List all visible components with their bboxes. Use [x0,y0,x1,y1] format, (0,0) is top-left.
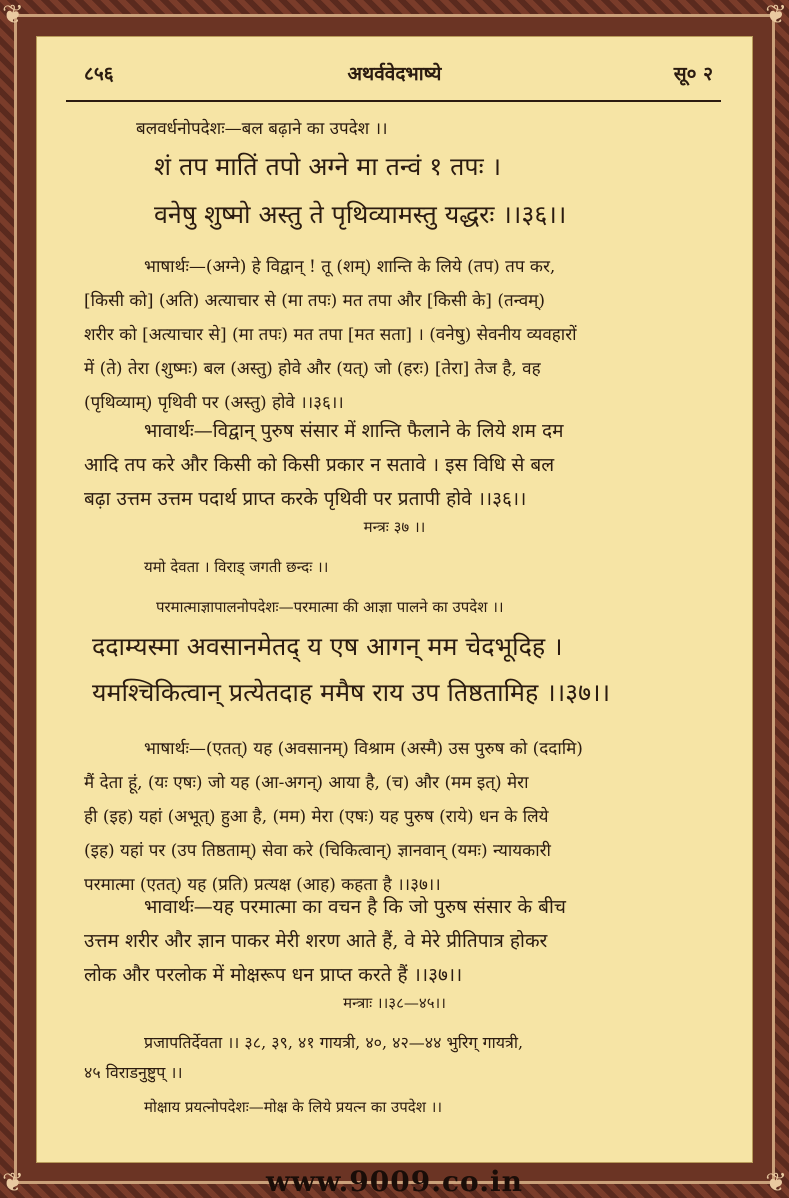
topic-line: मोक्षाय प्रयत्नोपदेशः—मोक्ष के लिये प्रयत्न का उपदेश ।। [144,1098,443,1116]
bhavarth-line: बढ़ा उत्तम उत्तम पदार्थ प्राप्त करके पृथिवी पर प्रतापी होवे ।।३६।। [84,488,527,510]
devata-line: प्रजापतिर्देवता ।। ३८, ३९, ४१ गायत्री, ४०, ४२—४४ भुरिग् गायत्री, [144,1033,524,1052]
padarth-line: मैं देता हूं, (यः एषः) जो यह (आ-अगन्) आया है, (च) और (मम इत्) मेरा [84,773,529,793]
padarth-line: ही (इह) यहां (अभूत्) हुआ है, (मम) मेरा (एषः) यह पुरुष (राये) धन के लिये [84,807,549,827]
padarth-line: भाषार्थः—(अग्ने) हे विद्वान् ! तू (शम्) शान्ति के लिये (तप) तप कर, [144,257,556,277]
bhavarth-line: आदि तप करे और किसी को किसी प्रकार न सतावे । इस विधि से बल [84,454,555,476]
corner-ornament-icon: ❦ [2,0,24,30]
book-page [36,36,753,1163]
bhavarth-line: उत्तम शरीर और ज्ञान पाकर मेरी शरण आते हैं, वे मेरे प्रीतिपात्र होकर [84,930,548,952]
padarth-line: भाषार्थः—(एतत्) यह (अवसानम्) विश्राम (अस्मै) उस पुरुष को (ददामि) [144,739,583,759]
topic-line: बलवर्धनोपदेशः—बल बढ़ाने का उपदेश ।। [136,119,388,139]
padarth-line: परमात्मा (एतत्) यह (प्रति) प्रत्यक्ष (आह) कहता है ।।३७।। [84,875,441,895]
bhavarth-line: लोक और परलोक में मोक्षरूप धन प्राप्त करते हैं ।।३७।। [84,964,463,986]
page-header [36,54,753,94]
corner-ornament-icon: ❦ [765,1168,787,1198]
mantra-line: शं तप मातिं तपो अग्ने मा तन्वं १ तपः । [154,152,502,181]
header-rule [66,100,721,102]
padarth-line: [किसी को] (अति) अत्याचार से (मा तपः) मत तपा और [किसी के] (तन्वम्) [84,291,545,311]
mantra-line: यमश्चिकित्वान् प्रत्येतदाह ममैष राय उप तिष्ठतामिह ।।३७।। [92,678,611,707]
book-title: अथर्ववेदभाष्ये [347,63,442,85]
bhavarth-line: भावार्थः—विद्वान् पुरुष संसार में शान्ति फैलाने के लिये शम दम [144,420,564,442]
padarth-line: (इह) यहां पर (उप तिष्ठताम्) सेवा करे (चिकित्वान्) ज्ञानवान् (यमः) न्यायकारी [84,841,551,861]
corner-ornament-icon: ❦ [2,1168,24,1198]
mantra-line: ददाम्यस्मा अवसानमेतद् य एष आगन् मम चेदभूदिह । [92,632,563,661]
mantra-heading: मन्त्रः ३७ ।। [363,518,426,536]
mantra-heading: मन्त्राः ।।३८—४५।। [343,994,446,1012]
bhavarth-line: भावार्थः—यह परमात्मा का वचन है कि जो पुरुष संसार के बीच [144,896,566,918]
corner-ornament-icon: ❦ [765,0,787,30]
devata-line: ४५ विराडनुष्टुप् ।। [84,1063,183,1082]
website-watermark: www.9009.co.in [266,1165,523,1198]
page-number: ८५६ [84,63,114,85]
mantra-line: वनेषु शुष्मो अस्तु ते पृथिव्यामस्तु यद्धरः ।।३६।। [154,200,567,229]
padarth-line: में (ते) तेरा (शुष्मः) बल (अस्तु) होवे और (यत्) जो (हरः) [तेरा] तेज है, वह [84,359,541,379]
topic-line: परमात्माज्ञापालनोपदेशः—परमात्मा की आज्ञा पालने का उपदेश ।। [156,598,504,616]
sukta-number: सू० २ [673,63,713,85]
padarth-line: शरीर को [अत्याचार से] (मा तपः) मत तपा [मत सता] । (वनेषु) सेवनीय व्यवहारों [84,325,577,345]
padarth-line: (पृथिव्याम्) पृथिवी पर (अस्तु) होवे ।।३६।। [84,393,344,413]
devata-line: यमो देवता । विराड् जगती छन्दः ।। [144,558,329,576]
